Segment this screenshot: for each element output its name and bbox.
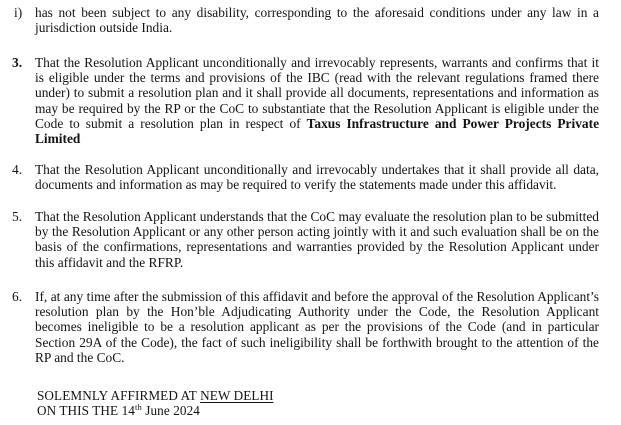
affirmation-date-prefix: ON THIS THE 14: [37, 403, 135, 418]
affirmation-place-line: [37, 388, 274, 403]
clause-number: i): [14, 5, 23, 20]
clause-number: 5.: [12, 209, 23, 224]
company-name: Taxus Infrastructure and Power Projects Private Limited: [35, 115, 600, 147]
clause-number: 3.: [12, 55, 23, 70]
affirmation-date: June 2024: [145, 403, 200, 418]
clause-text: That the Resolution Applicant unconditionally and irrevocably undertakes that it shall provide all data, documents and information as may be required to verify the statements made under this affidavit.: [35, 162, 599, 193]
clause-number: 4.: [12, 162, 23, 177]
clause-number: 6.: [12, 289, 23, 304]
clause-text: [35, 55, 599, 146]
clause-text: That the Resolution Applicant understands that the CoC may evaluate the resolution plan to be submitted by the Resolution Applicant or any other person acting jointly with it and such evaluation shall be on the basis of the confirmations, representations and warranties provided by the Resolution Applicant under this affidavit and the RFRP.: [35, 209, 599, 270]
affirmation-label: SOLEMNLY AFFIRMED AT: [37, 388, 197, 403]
affirmation-place: NEW DELHI: [200, 388, 274, 403]
clause-text: If, at any time after the submission of this affidavit and before the approval of the Resolution Applicant’s resolution plan by the Hon’ble Adjudicating Authority under the Code, the Resolution Applicant becomes ineligible to be a resolution applicant as per the provisions of the Code (and in particular Section 29A of the Code), the fact of such ineligibility shall be forthwith brought to the attention of the RP and the CoC.: [35, 289, 599, 365]
clause-text: has not been subject to any disability, corresponding to the aforesaid conditions under any law in a jurisdiction outside India.: [35, 5, 599, 36]
affirmation-date-line: [37, 403, 200, 418]
clause-text-body: That the Resolution Applicant unconditionally and irrevocably represents, warrants and confirms that it is eligible under the terms and provisions of the IBC (read with the relevant regulations framed there under) to submit a resolution plan and it shall provide all documents, representations and information as may be required by the RP or the CoC to substantiate that the Resolution Applicant is eligible under the Code to submit a resolution plan in respect of: [35, 55, 599, 131]
day-suffix: th: [135, 402, 142, 412]
